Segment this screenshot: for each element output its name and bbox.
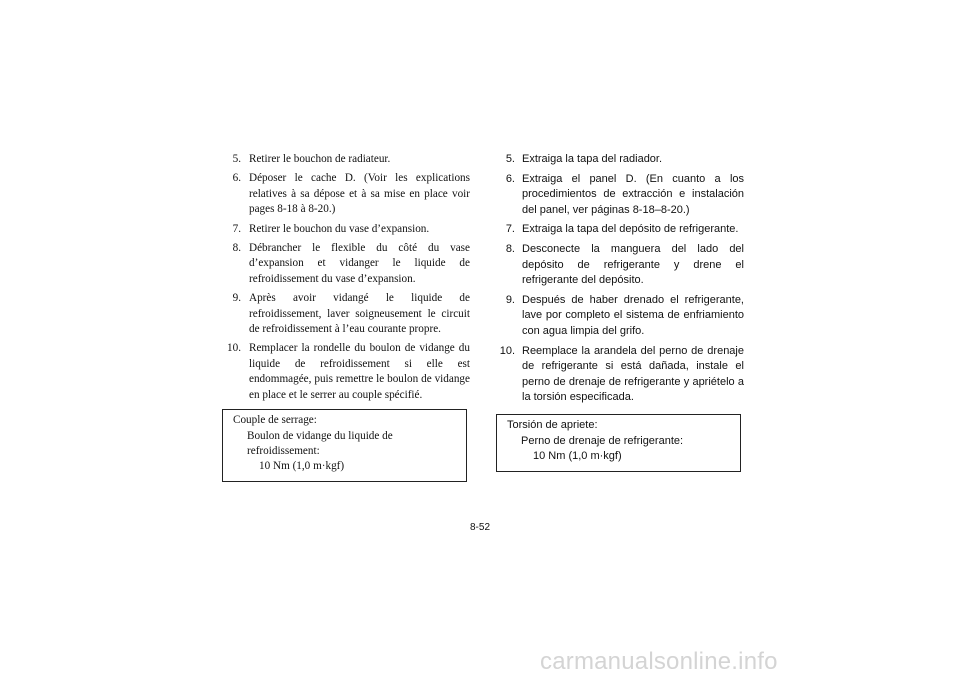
step-number: 9. [232,292,241,305]
step-number: 9. [505,293,515,306]
watermark: carmanualsonline.info [540,648,778,675]
step-text: Remplacer la rondelle du boulon de vidange du liquide de refroidissement si elle est endommagée, puis remettre le boulon de vidange en place et le serrer au couple spécifié. [249,342,470,401]
list-item [222,171,470,217]
step-number: 6. [232,172,241,185]
step-text: Retirer le bouchon de radiateur. [249,153,391,165]
list-item [496,172,744,219]
step-text: Extraiga la tapa del depósito de refrigerante. [522,223,739,236]
list-item [222,291,470,337]
spec-item: Perno de drenaje de refrigerante: [521,434,684,447]
spec-title: Torsión de apriete: [507,418,598,431]
step-number: 8. [505,242,515,255]
step-number: 5. [232,153,241,165]
list-item [222,152,470,167]
step-text: Retirer le bouchon du vase d’expansion. [249,222,430,235]
step-text: Reemplace la arandela del perno de drenaje de refrigerante si está dañada, instale el perno de drenaje de refrigerante y apriételo a la torsión especificada. [522,344,744,404]
list-item [496,222,744,238]
step-text: Desconecte la manguera del lado del depósito de refrigerante y drene el refrigerante del depósito. [522,242,744,287]
list-item [496,152,744,168]
step-number: 10. [499,344,515,357]
torque-spec-box-french [222,409,467,482]
list-item [496,293,744,340]
list-item [496,242,744,289]
french-steps [222,152,470,403]
spec-value: 10 Nm (1,0 m·kgf) [533,450,622,463]
step-text: Débrancher le flexible du côté du vase d’expansion et vidanger le liquide de refroidissement du vase d’expansion. [249,242,470,285]
list-item [222,241,470,287]
step-text: Extraiga el panel D. (En cuanto a los procedimientos de extracción e instalación del panel, ver páginas 8-18–8-20.) [522,172,744,216]
spec-item: Boulon de vidange du liquide de refroidissement: [247,429,393,457]
step-number: 7. [505,223,515,236]
step-number: 5. [505,153,515,165]
step-text: Después de haber drenado el refrigerante, lave por completo el sistema de enfriamiento con agua limpia del grifo. [522,293,744,337]
step-text: Après avoir vidangé le liquide de refroidissement, laver soigneusement le circuit de refroidissement à l’eau courante propre. [249,292,470,336]
torque-spec-box-spanish [496,414,741,472]
step-number: 7. [232,222,241,235]
page-number: 8-52 [470,522,491,533]
step-number: 8. [232,242,241,255]
list-item [222,222,470,237]
list-item [222,341,470,403]
spanish-steps [496,152,744,406]
spec-value: 10 Nm (1,0 m·kgf) [259,460,345,473]
french-column [222,152,470,482]
step-text: Déposer le cache D. (Voir les explications relatives à sa dépose et à sa mise en place voir pages 8-18 à 8-20.) [249,172,470,216]
step-number: 10. [227,342,241,355]
step-number: 6. [505,172,515,185]
spec-title: Couple de serrage: [233,414,317,427]
step-text: Extraiga la tapa del radiador. [522,153,663,165]
list-item [496,344,744,406]
spanish-column [496,152,744,472]
